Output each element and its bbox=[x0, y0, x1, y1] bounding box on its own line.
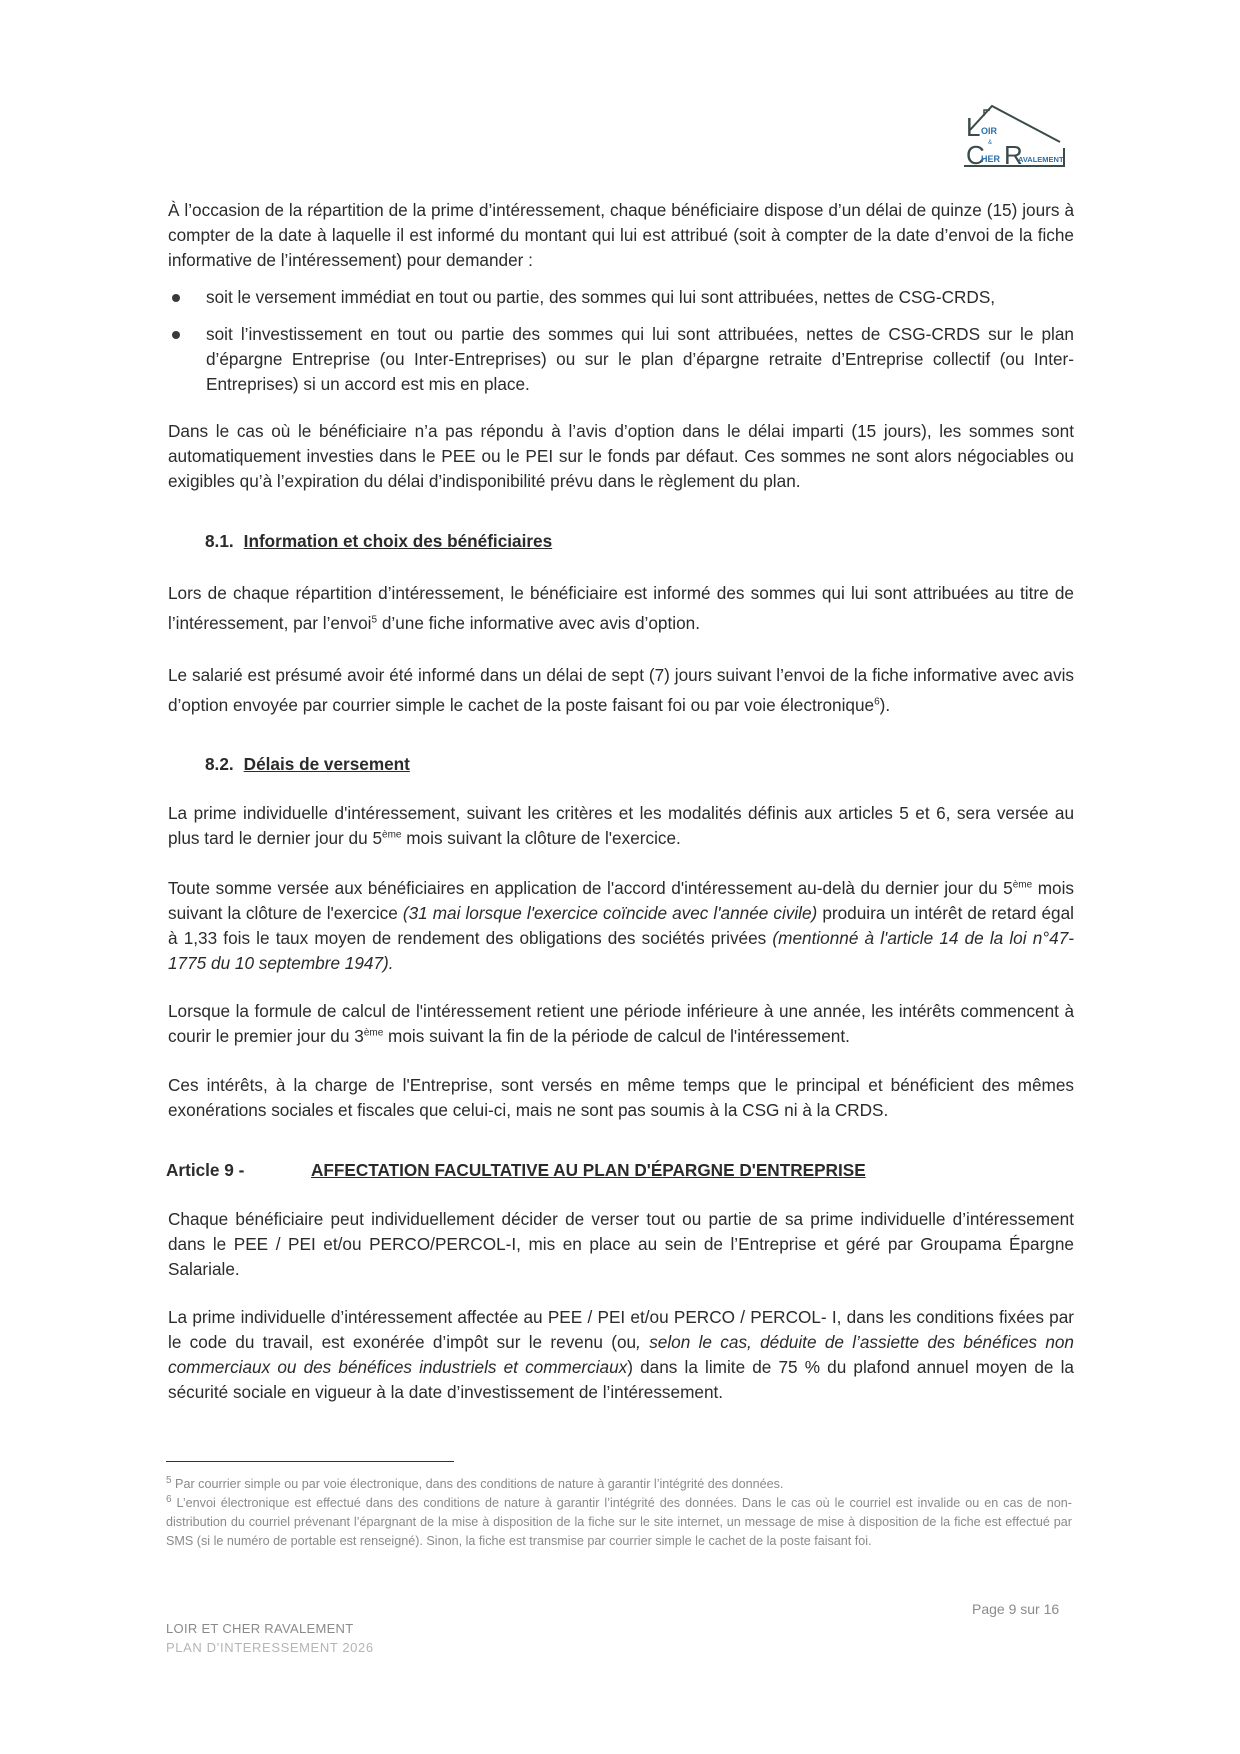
section-8-2-paragraph-1: La prime individuelle d'intéressement, suivant les critères et les modalités définis aux articles 5 et 6, sera versée au plus tard le dernier jour du 5ème mois suivant la clôture de l'exercice. bbox=[168, 803, 1074, 848]
article-9-paragraph-1: Chaque bénéficiaire peut individuellement décider de verser tout ou partie de sa prime individuelle d’intéressement dans le PEE / PEI et/ou PERCO/PERCOL-I, mis en place au sein de l’Entreprise et géré par Groupama Épargne Salariale. bbox=[168, 1209, 1074, 1279]
section-8-1-paragraph-2: Le salarié est présumé avoir été informé dans un délai de sept (7) jours suivant l’envoi de la fiche informative avec avis d’option envoyée par courrier simple le cachet de la poste faisant foi ou par voie électronique$^6$). bbox=[168, 665, 1074, 715]
footnote-6: $^6$ L’envoi électronique est effectué dans des conditions de nature à garantir l’intégrité des données. Dans le cas où le courriel est invalide ou en cas de non-distribution du courriel prévenant l’épargnant de la mise à disposition de la fiche sur le site internet, un message de mise à disposition de la fiche est effectué par SMS (si le numéro de portable est renseigné). Sinon, la fiche est transmise par courrier simple le cachet de la poste faisant foi. bbox=[166, 1493, 1072, 1548]
article-9-heading: Article 9 - AFFECTATION FACULTATIVE AU PLAN D'ÉPARGNE D'ENTREPRISE bbox=[166, 1160, 866, 1180]
section-8-1-paragraph-1: Lors de chaque répartition d’intéressement, le bénéficiaire est informé des sommes qui lui sont attribuées au titre de l’intéressement, par l’envoi$^5$ d’une fiche informative avec avis d’option. bbox=[168, 583, 1074, 633]
footnote-divider bbox=[166, 1461, 454, 1462]
section-heading-8-1: 8.1. Information et choix des bénéficiaires bbox=[205, 531, 553, 551]
svg-text:C: C bbox=[966, 140, 985, 170]
section-heading-8-2: 8.2. Délais de versement bbox=[205, 754, 410, 774]
list-item: soit l’investissement en tout ou partie des sommes qui lui sont attribuées, nettes de CSG-CRDS sur le plan d’épargne Entreprise (ou Inter-Entreprises) ou sur le plan d’épargne retraite d’Entreprise collectif (ou Inter-Entreprises) si un accord est mis en place. bbox=[168, 322, 1074, 397]
section-8-2-paragraph-4: Ces intérêts, à la charge de l'Entreprise, sont versés en même temps que le principal et bénéficient des mêmes exonérations sociales et fiscales que celui-ci, mais ne sont pas soumis à la CSG ni à la CRDS. bbox=[168, 1075, 1074, 1120]
svg-text:HER: HER bbox=[981, 154, 1001, 164]
footnote-5: $^5$ Par courrier simple ou par voie électronique, dans des conditions de nature à garantir l’intégrité des données. bbox=[166, 1474, 784, 1491]
section-8-2-paragraph-2: Toute somme versée aux bénéficiaires en application de l'accord d'intéressement au-delà du dernier jour du 5ème mois suivant la clôture de l'exercice (31 mai lorsque l'exercice coïncide avec l'année civile) produira un intérêt de retard égal à 1,33 fois le taux moyen de rendement des obligations des sociétés privées (mentionné à l'article 14 de la loi n°47-1775 du 10 septembre 1947). bbox=[168, 878, 1074, 973]
intro-paragraph: À l’occasion de la répartition de la prime d’intéressement, chaque bénéficiaire dispose d’un délai de quinze (15) jours à compter de la date à laquelle il est informé du montant qui lui est attribué (soit à compter de la date d’envoi de la fiche informative de l’intéressement) pour demander : bbox=[168, 200, 1074, 270]
svg-text:&: & bbox=[988, 140, 993, 146]
footnote-ref-6: 6 bbox=[874, 696, 880, 708]
page-number: Page 9 sur 16 bbox=[972, 1601, 1060, 1617]
bullet-icon bbox=[172, 294, 180, 302]
footer-document-title: PLAN D’INTERESSEMENT 2026 bbox=[166, 1640, 374, 1655]
svg-text:OIR: OIR bbox=[981, 126, 998, 136]
svg-text:L: L bbox=[966, 112, 981, 142]
svg-text:AVALEMENT: AVALEMENT bbox=[1018, 155, 1064, 164]
svg-text:R: R bbox=[1004, 140, 1023, 170]
options-list bbox=[168, 285, 1074, 397]
footer-company: LOIR ET CHER RAVALEMENT bbox=[166, 1621, 354, 1636]
footnotes bbox=[166, 1475, 1072, 1551]
company-logo bbox=[960, 100, 1070, 170]
section-8-2-paragraph-3: Lorsque la formule de calcul de l'intéressement retient une période inférieure à une année, les intérêts commencent à courir le premier jour du 3ème mois suivant la fin de la période de calcul de l'intéressement. bbox=[168, 1001, 1074, 1046]
bullet-icon bbox=[172, 331, 180, 339]
footnote-ref-5: 5 bbox=[371, 614, 378, 626]
list-item: soit le versement immédiat en tout ou partie, des sommes qui lui sont attribuées, nettes de CSG-CRDS, bbox=[168, 285, 1074, 310]
default-investment-paragraph: Dans le cas où le bénéficiaire n’a pas répondu à l’avis d’option dans le délai imparti (15 jours), les sommes sont automatiquement investies dans le PEE ou le PEI sur le fonds par défaut. Ces sommes ne sont alors négociables ou exigibles qu’à l’expiration du délai d’indisponibilité prévu dans le règlement du plan. bbox=[168, 421, 1074, 491]
article-9-paragraph-2: La prime individuelle d’intéressement affectée au PEE / PEI et/ou PERCO / PERCOL- I, dans les conditions fixées par le code du travail, est exonérée d’impôt sur le revenu (ou, selon le cas, déduite de l’assiette des bénéfices non commerciaux ou des bénéfices industriels et commerciaux) dans la limite de 75 % du plafond annuel moyen de la sécurité sociale en vigueur à la date d’investissement de l’intéressement. bbox=[168, 1307, 1074, 1402]
